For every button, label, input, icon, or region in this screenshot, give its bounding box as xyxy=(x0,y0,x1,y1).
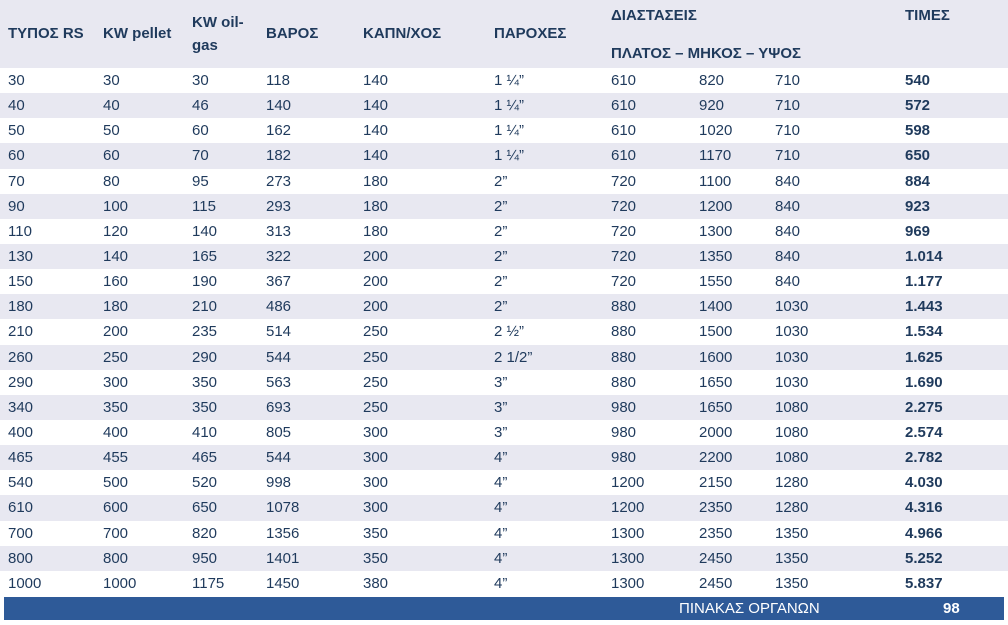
table-row xyxy=(0,521,1008,546)
cell-chimney: 250 xyxy=(363,323,389,341)
cell-outlets: 1 ¼” xyxy=(494,147,525,165)
cell-height: 1030 xyxy=(775,323,809,341)
cell-kw-oil: 70 xyxy=(192,147,209,165)
table-row xyxy=(0,93,1008,118)
cell-width: 980 xyxy=(611,423,637,441)
cell-chimney: 380 xyxy=(363,574,389,592)
cell-height: 1080 xyxy=(775,398,809,416)
page-number: 98 xyxy=(943,600,960,617)
cell-kw-pellet: 1000 xyxy=(103,574,137,592)
cell-price: 5.837 xyxy=(905,574,943,592)
cell-kw-oil: 650 xyxy=(192,499,218,517)
table-row xyxy=(0,68,1008,93)
cell-length: 1550 xyxy=(699,273,733,291)
cell-length: 1300 xyxy=(699,222,733,240)
cell-outlets: 1 ¼” xyxy=(494,72,525,89)
cell-outlets: 3” xyxy=(494,398,508,416)
cell-kw-oil: 410 xyxy=(192,423,218,441)
cell-length: 1400 xyxy=(699,298,733,316)
cell-price: 572 xyxy=(905,97,931,115)
cell-chimney: 180 xyxy=(363,222,389,240)
cell-kw-pellet: 30 xyxy=(103,72,120,89)
cell-width: 980 xyxy=(611,398,637,416)
cell-kw-oil: 290 xyxy=(192,348,218,366)
cell-price: 650 xyxy=(905,147,931,165)
table-row xyxy=(0,546,1008,571)
cell-chimney: 140 xyxy=(363,122,389,140)
cell-type: 340 xyxy=(8,398,34,416)
cell-height: 1080 xyxy=(775,449,809,467)
cell-chimney: 300 xyxy=(363,423,389,441)
cell-type: 150 xyxy=(8,273,34,291)
cell-chimney: 250 xyxy=(363,373,389,391)
cell-width: 610 xyxy=(611,147,637,165)
header-outlets: ΠΑΡΟΧΕΣ xyxy=(494,25,567,42)
cell-type: 1000 xyxy=(8,574,42,592)
cell-weight: 118 xyxy=(266,72,290,89)
cell-price: 4.316 xyxy=(905,499,943,517)
cell-outlets: 2” xyxy=(494,247,508,265)
cell-chimney: 180 xyxy=(363,172,389,190)
cell-kw-pellet: 60 xyxy=(103,147,120,165)
cell-kw-pellet: 400 xyxy=(103,423,129,441)
cell-height: 710 xyxy=(775,147,801,165)
table-row xyxy=(0,143,1008,168)
cell-length: 1500 xyxy=(699,323,733,341)
header-type: ΤΥΠΟΣ RS xyxy=(8,25,84,42)
cell-kw-pellet: 700 xyxy=(103,524,129,542)
cell-width: 1300 xyxy=(611,574,645,592)
cell-height: 1350 xyxy=(775,549,809,567)
cell-kw-oil: 350 xyxy=(192,398,218,416)
cell-kw-pellet: 40 xyxy=(103,97,120,115)
cell-outlets: 2” xyxy=(494,197,508,215)
cell-width: 1300 xyxy=(611,524,645,542)
cell-chimney: 180 xyxy=(363,197,389,215)
cell-price: 1.534 xyxy=(905,323,943,341)
cell-type: 400 xyxy=(8,423,34,441)
table-row xyxy=(0,169,1008,194)
cell-chimney: 140 xyxy=(363,97,389,115)
cell-type: 90 xyxy=(8,197,25,215)
cell-chimney: 200 xyxy=(363,273,389,291)
cell-price: 1.443 xyxy=(905,298,943,316)
cell-length: 2450 xyxy=(699,549,733,567)
cell-kw-pellet: 800 xyxy=(103,549,129,567)
header-kw-pellet: KW pellet xyxy=(103,25,172,42)
cell-chimney: 350 xyxy=(363,524,389,542)
table-row xyxy=(0,294,1008,319)
cell-kw-oil: 520 xyxy=(192,474,218,492)
header-prices: ΤΙΜΕΣ xyxy=(905,7,950,24)
cell-type: 260 xyxy=(8,348,34,366)
cell-chimney: 350 xyxy=(363,549,389,567)
cell-price: 1.177 xyxy=(905,273,943,291)
cell-length: 1600 xyxy=(699,348,733,366)
cell-kw-pellet: 600 xyxy=(103,499,129,517)
footer-bar xyxy=(4,597,1004,620)
cell-length: 2150 xyxy=(699,474,733,492)
cell-price: 1.625 xyxy=(905,348,943,366)
cell-chimney: 300 xyxy=(363,499,389,517)
cell-kw-oil: 235 xyxy=(192,323,218,341)
cell-kw-pellet: 455 xyxy=(103,449,129,467)
table-row xyxy=(0,269,1008,294)
cell-type: 210 xyxy=(8,323,34,341)
cell-weight: 182 xyxy=(266,147,292,165)
cell-kw-oil: 350 xyxy=(192,373,218,391)
cell-length: 2350 xyxy=(699,499,733,517)
cell-width: 610 xyxy=(611,122,637,140)
cell-chimney: 200 xyxy=(363,298,389,316)
cell-price: 4.966 xyxy=(905,524,943,542)
cell-width: 720 xyxy=(611,222,637,240)
cell-width: 880 xyxy=(611,298,637,316)
cell-price: 598 xyxy=(905,122,931,140)
cell-price: 884 xyxy=(905,172,931,190)
cell-chimney: 250 xyxy=(363,398,389,416)
cell-outlets: 4” xyxy=(494,474,508,492)
table-row xyxy=(0,420,1008,445)
cell-width: 880 xyxy=(611,323,637,341)
cell-outlets: 2” xyxy=(494,273,508,291)
cell-type: 800 xyxy=(8,549,34,567)
cell-height: 840 xyxy=(775,222,801,240)
table-header xyxy=(0,0,1008,68)
cell-type: 40 xyxy=(8,97,25,115)
cell-height: 1030 xyxy=(775,348,809,366)
cell-width: 610 xyxy=(611,72,637,89)
cell-kw-pellet: 180 xyxy=(103,298,129,316)
cell-chimney: 200 xyxy=(363,247,389,265)
cell-type: 610 xyxy=(8,499,34,517)
cell-price: 923 xyxy=(905,197,931,215)
cell-type: 70 xyxy=(8,172,25,190)
cell-price: 5.252 xyxy=(905,549,943,567)
cell-length: 920 xyxy=(699,97,725,115)
cell-weight: 293 xyxy=(266,197,292,215)
cell-weight: 998 xyxy=(266,474,292,492)
cell-type: 465 xyxy=(8,449,34,467)
cell-height: 840 xyxy=(775,172,801,190)
cell-weight: 162 xyxy=(266,122,292,140)
cell-price: 1.690 xyxy=(905,373,943,391)
cell-outlets: 1 ¼” xyxy=(494,122,525,140)
cell-weight: 544 xyxy=(266,449,292,467)
cell-type: 700 xyxy=(8,524,34,542)
cell-length: 1100 xyxy=(699,172,732,190)
header-dimensions-sub: ΠΛΑΤΟΣ – ΜΗΚΟΣ – ΥΨΟΣ xyxy=(611,45,802,62)
header-kw-oil-line1: KW oil- xyxy=(192,14,244,31)
cell-width: 880 xyxy=(611,373,637,391)
cell-weight: 1356 xyxy=(266,524,300,542)
cell-outlets: 2” xyxy=(494,298,508,316)
cell-weight: 486 xyxy=(266,298,292,316)
cell-type: 60 xyxy=(8,147,25,165)
cell-outlets: 1 ¼” xyxy=(494,97,525,115)
cell-weight: 1401 xyxy=(266,549,300,567)
cell-outlets: 3” xyxy=(494,373,508,391)
cell-length: 820 xyxy=(699,72,725,89)
cell-height: 1030 xyxy=(775,298,809,316)
cell-weight: 140 xyxy=(266,97,292,115)
cell-type: 540 xyxy=(8,474,34,492)
cell-outlets: 2 ½” xyxy=(494,323,525,341)
cell-type: 290 xyxy=(8,373,34,391)
cell-weight: 514 xyxy=(266,323,292,341)
table-row xyxy=(0,319,1008,344)
cell-weight: 544 xyxy=(266,348,292,366)
cell-price: 2.782 xyxy=(905,449,943,467)
cell-outlets: 2” xyxy=(494,222,508,240)
cell-width: 720 xyxy=(611,197,637,215)
cell-type: 130 xyxy=(8,247,34,265)
cell-kw-pellet: 250 xyxy=(103,348,129,366)
cell-chimney: 300 xyxy=(363,474,389,492)
cell-height: 840 xyxy=(775,247,801,265)
cell-length: 1650 xyxy=(699,373,733,391)
cell-height: 1280 xyxy=(775,474,809,492)
cell-price: 540 xyxy=(905,72,931,89)
cell-kw-pellet: 300 xyxy=(103,373,129,391)
cell-kw-oil: 60 xyxy=(192,122,209,140)
cell-kw-pellet: 80 xyxy=(103,172,120,190)
cell-height: 1280 xyxy=(775,499,809,517)
cell-length: 2350 xyxy=(699,524,733,542)
cell-height: 1350 xyxy=(775,524,809,542)
header-weight: ΒΑΡΟΣ xyxy=(266,25,319,42)
cell-height: 710 xyxy=(775,122,801,140)
cell-height: 840 xyxy=(775,197,801,215)
cell-outlets: 4” xyxy=(494,499,508,517)
cell-width: 980 xyxy=(611,449,637,467)
cell-weight: 322 xyxy=(266,247,292,265)
table-row xyxy=(0,118,1008,143)
cell-price: 2.275 xyxy=(905,398,943,416)
cell-kw-pellet: 140 xyxy=(103,247,129,265)
cell-price: 969 xyxy=(905,222,931,240)
table-row xyxy=(0,395,1008,420)
cell-kw-pellet: 200 xyxy=(103,323,129,341)
cell-outlets: 4” xyxy=(494,549,508,567)
cell-outlets: 4” xyxy=(494,574,508,592)
cell-length: 2000 xyxy=(699,423,733,441)
cell-weight: 273 xyxy=(266,172,292,190)
cell-kw-pellet: 160 xyxy=(103,273,129,291)
cell-width: 720 xyxy=(611,247,637,265)
cell-height: 710 xyxy=(775,72,801,89)
cell-kw-oil: 190 xyxy=(192,273,218,291)
footer-label: ΠΙΝΑΚΑΣ ΟΡΓΑΝΩΝ xyxy=(679,600,820,617)
cell-height: 1350 xyxy=(775,574,809,592)
cell-chimney: 140 xyxy=(363,147,389,165)
table-row xyxy=(0,571,1008,596)
cell-outlets: 2 1/2” xyxy=(494,348,533,366)
table-row xyxy=(0,370,1008,395)
cell-price: 1.014 xyxy=(905,247,943,265)
cell-outlets: 2” xyxy=(494,172,508,190)
cell-weight: 313 xyxy=(266,222,292,240)
cell-chimney: 140 xyxy=(363,72,389,89)
cell-weight: 1078 xyxy=(266,499,300,517)
cell-width: 1300 xyxy=(611,549,645,567)
cell-width: 720 xyxy=(611,172,637,190)
table-row xyxy=(0,194,1008,219)
cell-length: 1650 xyxy=(699,398,733,416)
header-dimensions: ΔΙΑΣΤΑΣΕΙΣ xyxy=(611,7,697,24)
cell-outlets: 4” xyxy=(494,524,508,542)
cell-kw-pellet: 500 xyxy=(103,474,129,492)
cell-weight: 805 xyxy=(266,423,292,441)
cell-width: 1200 xyxy=(611,474,645,492)
table-row xyxy=(0,495,1008,520)
cell-kw-pellet: 120 xyxy=(103,222,129,240)
cell-width: 1200 xyxy=(611,499,645,517)
header-chimney: ΚΑΠΝ/ΧΟΣ xyxy=(363,25,442,42)
table-row xyxy=(0,244,1008,269)
cell-type: 110 xyxy=(8,222,32,240)
cell-length: 1020 xyxy=(699,122,733,140)
cell-width: 880 xyxy=(611,348,637,366)
cell-length: 2450 xyxy=(699,574,733,592)
cell-height: 710 xyxy=(775,97,801,115)
cell-type: 30 xyxy=(8,72,25,89)
cell-width: 610 xyxy=(611,97,637,115)
cell-kw-oil: 820 xyxy=(192,524,218,542)
cell-kw-oil: 1175 xyxy=(192,574,225,592)
cell-kw-oil: 950 xyxy=(192,549,218,567)
cell-kw-oil: 46 xyxy=(192,97,209,115)
cell-length: 1170 xyxy=(699,147,732,165)
cell-width: 720 xyxy=(611,273,637,291)
cell-kw-pellet: 350 xyxy=(103,398,129,416)
cell-price: 2.574 xyxy=(905,423,943,441)
cell-weight: 563 xyxy=(266,373,292,391)
cell-chimney: 250 xyxy=(363,348,389,366)
cell-chimney: 300 xyxy=(363,449,389,467)
table-row xyxy=(0,219,1008,244)
cell-weight: 367 xyxy=(266,273,292,291)
cell-kw-oil: 140 xyxy=(192,222,218,240)
cell-price: 4.030 xyxy=(905,474,943,492)
cell-length: 1350 xyxy=(699,247,733,265)
cell-type: 180 xyxy=(8,298,34,316)
table-row xyxy=(0,470,1008,495)
cell-type: 50 xyxy=(8,122,25,140)
cell-kw-oil: 465 xyxy=(192,449,218,467)
cell-height: 1080 xyxy=(775,423,809,441)
cell-kw-pellet: 100 xyxy=(103,197,129,215)
cell-length: 2200 xyxy=(699,449,733,467)
cell-kw-oil: 95 xyxy=(192,172,209,190)
cell-kw-oil: 115 xyxy=(192,197,216,215)
cell-kw-oil: 30 xyxy=(192,72,209,89)
header-kw-oil-line2: gas xyxy=(192,37,218,54)
cell-length: 1200 xyxy=(699,197,733,215)
cell-kw-oil: 165 xyxy=(192,247,218,265)
cell-height: 840 xyxy=(775,273,801,291)
cell-weight: 693 xyxy=(266,398,292,416)
cell-height: 1030 xyxy=(775,373,809,391)
table-body xyxy=(0,68,1008,596)
table-row xyxy=(0,445,1008,470)
table-row xyxy=(0,345,1008,370)
cell-outlets: 4” xyxy=(494,449,508,467)
cell-kw-oil: 210 xyxy=(192,298,218,316)
cell-kw-pellet: 50 xyxy=(103,122,120,140)
cell-outlets: 3” xyxy=(494,423,508,441)
cell-weight: 1450 xyxy=(266,574,300,592)
